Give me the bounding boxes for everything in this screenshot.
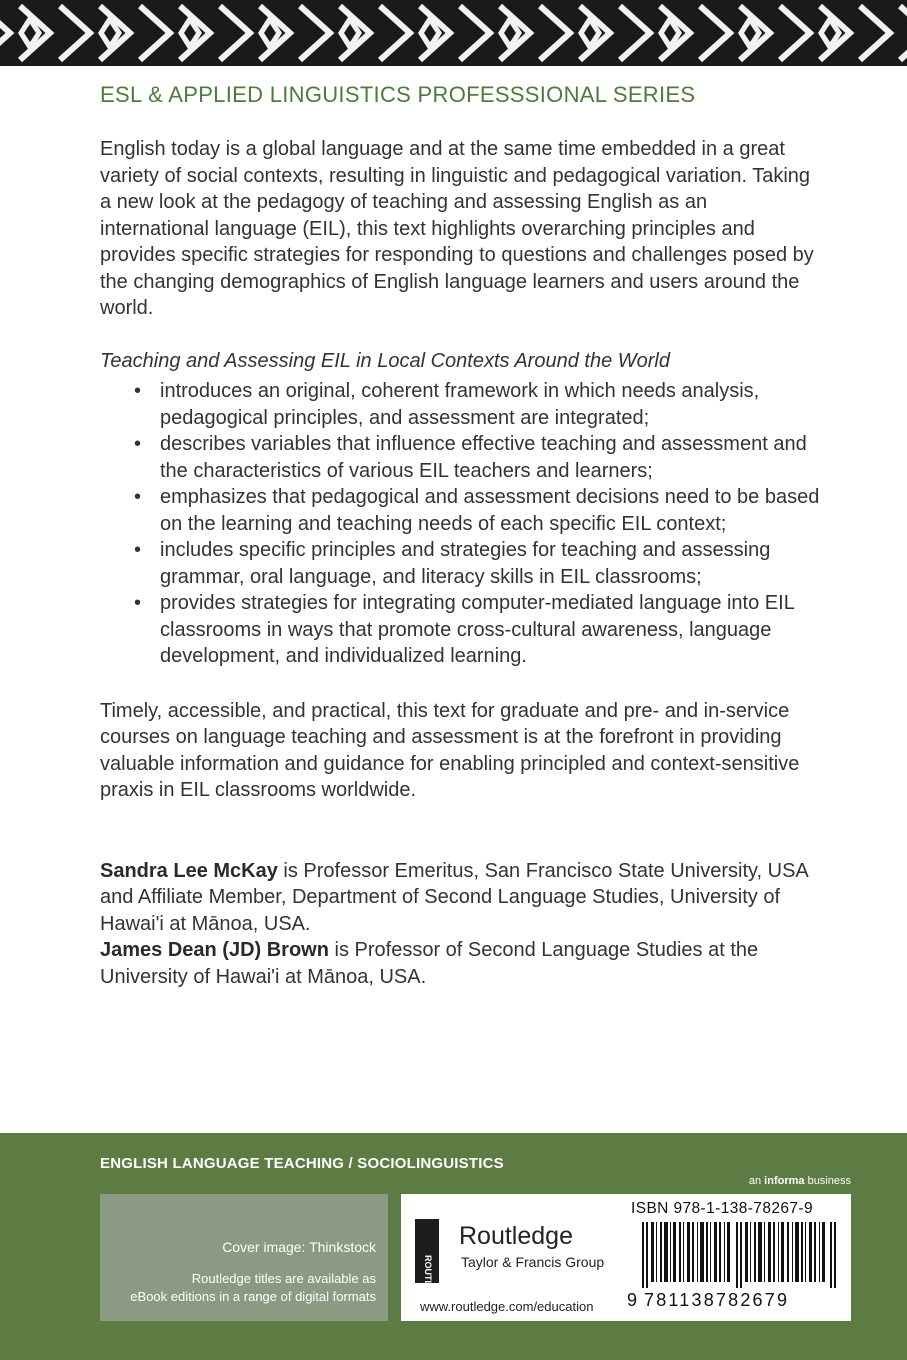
description-paragraph: English today is a global language and at the same time embedded in a great variety of social contexts, resulting in linguistic and pedagogical variation. Taking a new look at the pedagogy of teaching and assessing English as an international language (EIL), this text highlights overarching principles and provides specific strategies for responding to questions and challenges posed by the changing demographics of English language learners and users around the world. (100, 138, 814, 319)
list-item: • introduces an original, coherent framework in which needs analysis, pedagogical principles, and assessment are integrated; (134, 380, 760, 429)
list-item: • provides strategies for integrating computer-mediated language into EIL classrooms in ways that promote cross-cultural awareness, language development, and individualized learning. (134, 592, 795, 667)
footer-panel (0, 1133, 907, 1360)
back-cover-content (100, 82, 820, 990)
list-item: • includes specific principles and strategies for teaching and assessing grammar, oral language, and literacy skills in EIL classrooms; (134, 539, 771, 588)
zigzag-pattern-icon (0, 0, 907, 66)
bullet-icon: • (134, 433, 142, 455)
author-description: is Professor of Second Language Studies at the University of Hawai'i at Mānoa, USA. (100, 939, 759, 988)
publisher-name: Routledge (459, 1222, 573, 1250)
author-description: is Professor Emeritus, San Francisco State University, USA and Affiliate Member, Department of Second Language Studies, University of Hawai'i at Mānoa, USA. (100, 859, 808, 935)
author-name: Sandra Lee McKay (100, 859, 278, 882)
publisher-url: www.routledge.com/education (420, 1299, 594, 1314)
barcode-icon (642, 1222, 838, 1288)
cover-credit: Cover image: Thinkstock (222, 1239, 376, 1255)
subject-category: ENGLISH LANGUAGE TEACHING / SOCIOLINGUISTICS (100, 1155, 504, 1172)
feature-list (100, 378, 820, 670)
publisher-barcode-box (401, 1194, 851, 1321)
logo-text: ROUTLEDGE (423, 1255, 433, 1312)
author-bio (100, 858, 820, 938)
list-item: • describes variables that influence effective teaching and assessment and the characteristics of various EIL teachers and learners; (134, 433, 807, 482)
series-title: ESL & APPLIED LINGUISTICS PROFESSSIONAL SERIES (100, 82, 696, 107)
routledge-logo-icon (415, 1219, 439, 1312)
isbn-label: ISBN 978-1-138-78267-9 (631, 1200, 813, 1217)
tribal-pattern-band (0, 0, 907, 66)
bullet-icon: • (134, 486, 142, 508)
informa-tagline: an informa business (748, 1175, 851, 1187)
publisher-group: Taylor & Francis Group (461, 1254, 605, 1270)
author-bio (100, 937, 820, 990)
author-bios (100, 858, 820, 991)
book-title-intro: Teaching and Assessing EIL in Local Contexts Around the World (100, 349, 670, 372)
barcode-first-digit: 9 (627, 1290, 638, 1310)
list-item: • emphasizes that pedagogical and assessment decisions need to be based on the learning and teaching needs of each specific EIL context; (134, 486, 820, 535)
bullet-icon: • (134, 380, 142, 402)
barcode-number: 781138782679 (644, 1290, 790, 1310)
cover-info-box (100, 1194, 388, 1321)
author-name: James Dean (JD) Brown (100, 939, 329, 961)
summary-paragraph: Timely, accessible, and practical, this text for graduate and pre- and in-service courses on language teaching and assessment is at the forefront in providing valuable information and guidance for enabling principled and context-sensitive praxis in EIL classrooms worldwide. (100, 699, 800, 801)
ebook-note: Routledge titles are available as eBook editions in a range of digital formats (130, 1271, 376, 1304)
bullet-icon: • (134, 592, 142, 614)
bullet-icon: • (134, 539, 142, 561)
